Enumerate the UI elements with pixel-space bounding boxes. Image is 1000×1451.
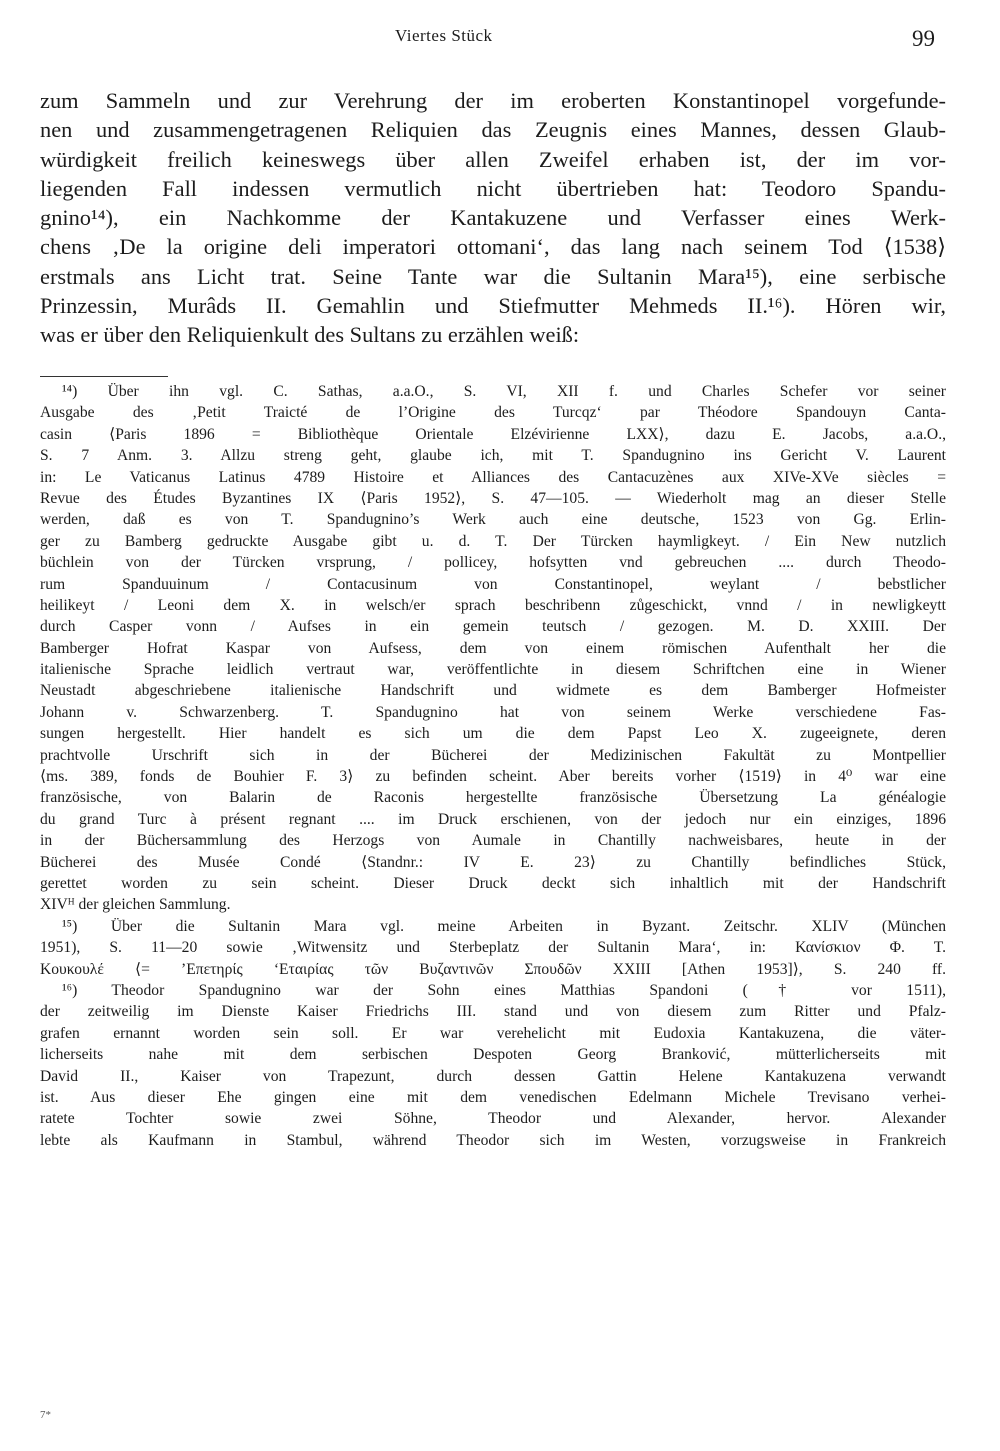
main-line: zum Sammeln und zur Verehrung der im eroberten Konstantinopel vorgefunde- <box>40 88 946 113</box>
footnote-line: Ausgabe des ‚Petit Traicté de l’Origine des Turcqz‘ par Théodore Spandouyn Canta- <box>40 404 946 422</box>
signature-mark: 7* <box>40 1409 51 1421</box>
footnote-line: der zeitweilig im Dienste Kaiser Friedrichs III. stand und von diesem zum Ritter und Pfalz- <box>40 1003 946 1021</box>
footnote-line: S. 7 Anm. 3. Allzu streng geht, glaube ich, mit T. Spandugnino ins Gericht V. Laurent <box>40 447 946 465</box>
footnote-line: Bamberger Hofrat Kaspar von Aufsess, dem von einem römischen Aufenthalt her die <box>40 639 946 657</box>
main-line: nen und zusammengetragenen Reliquien das Zeugnis eines Mannes, dessen Glaub- <box>40 117 946 143</box>
footnote-line: David II., Kaiser von Trapezunt, durch dessen Gattin Helene Kantakuzena verwandt <box>40 1067 946 1085</box>
footnote-line: ger zu Bamberg gedruckte Ausgabe gibt u. d. T. Der Türcken haymligkeyt. / Ein New nutzlich <box>40 532 946 550</box>
footnote-line: licherseits nahe mit dem serbischen Despoten Georg Branković, mütterlicherseits mit <box>40 1046 946 1064</box>
footnote-line: Johann v. Schwarzenberg. T. Spandugnino hat von seinem Werke verschiedene Fas- <box>40 703 946 721</box>
footnote-line: grafen ernannt worden sein soll. Er war verehelicht mit Eudoxia Kantakuzena, die väter- <box>40 1024 946 1042</box>
footnotes <box>40 381 946 1151</box>
footnote-line: Neustadt abgeschriebene italienische Handschrift und widmete es dem Bamberger Hofmeister <box>40 682 946 700</box>
footnote-line: Revue des Études Byzantines IX ⟨Paris 1952⟩, S. 47—105. — Wiederholt mag an dieser Stelle <box>40 489 946 507</box>
footnote-line: ratete Tochter sowie zwei Söhne, Theodor und Alexander, hervor. Alexander <box>40 1110 946 1128</box>
footnote-line: gerettet worden zu sein scheint. Dieser Druck deckt sich inhaltlich mit der Handschrift <box>40 874 946 892</box>
footnote-line: lebte als Kaufmann in Stambul, während Theodor sich im Westen, vorzugsweise in Frankreich <box>40 1131 946 1149</box>
footnote-line: werden, daß es von T. Spandugnino’s Werk auch eine deutsche, 1523 von Gg. Erlin- <box>40 511 946 529</box>
footnote-14-start: ¹⁴) Über ihn vgl. C. Sathas, a.a.O., S. VI, XII f. und Charles Schefer vor seiner <box>62 383 946 400</box>
footnote-line: durch Casper vonn / Aufses in ein gemein teutsch / gezogen. M. D. XXIII. Der <box>40 618 946 636</box>
page-number: 99 <box>912 26 935 51</box>
footnote-line: XIVᴴ der gleichen Sammlung. <box>40 896 231 914</box>
main-line: erstmals ans Licht trat. Seine Tante war die Sultanin Mara¹⁵), eine serbische <box>40 263 946 289</box>
footnote-line: ist. Aus dieser Ehe gingen eine mit dem venedischen Edelmann Michele Trevisano verhei- <box>40 1088 946 1106</box>
footnote-line: prachtvolle Urschrift sich in der Bücherei der Medizinischen Fakultät zu Montpellier <box>40 746 946 764</box>
footnote-line: ⟨ms. 389, fonds de Bouhier F. 3⟩ zu befinden scheint. Aber bereits vorher ⟨1519⟩ in 4⁰ war eine <box>40 768 946 786</box>
footnote-line: du grand Turc à présent regnant .... im Druck erschienen, von der jedoch nur ein einziges, 1896 <box>40 810 946 828</box>
footnote-line: Κουκουλέ ⟨= ’Επετηρίς ‘Εταιρίας τῶν Βυζαντινῶν Σπουδῶν XXIII [Athen 1953]⟩, S. 240 ff. <box>40 960 946 978</box>
main-line: würdigkeit freilich keineswegs über allen Zweifel erhaben ist, der im vor- <box>40 146 946 172</box>
main-line: chens ‚De la origine deli imperatori ottomani‘, das lang nach seinem Tod ⟨1538⟩ <box>40 234 946 260</box>
footnote-rule <box>40 376 168 377</box>
footnote-line: casin ⟨Paris 1896 = Bibliothèque Orientale Elzévirienne LXX⟩, dazu E. Jacobs, a.a.O., <box>40 425 946 443</box>
footnote-line: in der Büchersammlung des Herzogs von Aumale in Chantilly nachweisbares, heute in der <box>40 832 946 850</box>
main-line: was er über den Reliquienkult des Sultans zu erzählen weiß: <box>40 322 580 348</box>
running-head: Viertes Stück <box>395 26 493 45</box>
footnote-line: italienische Sprache leidlich vertraut war, veröffentlichte in diesem Schriftchen eine in Wiener <box>40 661 946 679</box>
main-line: Prinzessin, Murâds II. Gemahlin und Stiefmutter Mehmeds II.¹⁶). Hören wir, <box>40 293 946 319</box>
footnote-line: sungen hergestellt. Hier handelt es sich um die dem Papst Leo X. zugeeignete, deren <box>40 725 946 743</box>
footnote-15-start: ¹⁵) Über die Sultanin Mara vgl. meine Arbeiten in Byzant. Zeitschr. XLIV (München <box>62 917 946 935</box>
main-line: gnino¹⁴), ein Nachkomme der Kantakuzene und Verfasser eines Werk- <box>40 205 946 231</box>
footnote-line: heilikeyt / Leoni dem X. in welsch/er sprach beschribenn zůgeschickt, vnnd / in newligkeytt <box>40 596 946 614</box>
footnote-16-start: ¹⁶) Theodor Spandugnino war der Sohn eines Matthias Spandoni († vor 1511), <box>62 981 946 999</box>
footnote-line: französische, von Balarin de Raconis hergestellte französische Übersetzung La généalogie <box>40 789 946 807</box>
main-line: liegenden Fall indessen vermutlich nicht übertrieben hat: Teodoro Spandu- <box>40 175 946 201</box>
footnote-line: in: Le Vaticanus Latinus 4789 Histoire et Alliances des Cantacuzènes aux XIVe-XVe siècles = <box>40 468 946 486</box>
footnote-line: büchlein von der Türcken vrsprung, / pollicey, hofsytten vnd gebreuchen .... durch Theodo- <box>40 554 946 572</box>
footnote-line: 1951), S. 11—20 sowie ‚Witwensitz und Sterbeplatz der Sultanin Mara‘, in: Κανίσκιον Φ. Τ. <box>40 939 946 957</box>
footnote-line: rum Spanduuinum / Contacusinum von Constantinopel, weylant / bebstlicher <box>40 575 946 593</box>
footnote-line: Bücherei des Musée Condé ⟨Standnr.: IV E. 23⟩ zu Chantilly befindliches Stück, <box>40 853 946 871</box>
main-text <box>40 86 946 350</box>
